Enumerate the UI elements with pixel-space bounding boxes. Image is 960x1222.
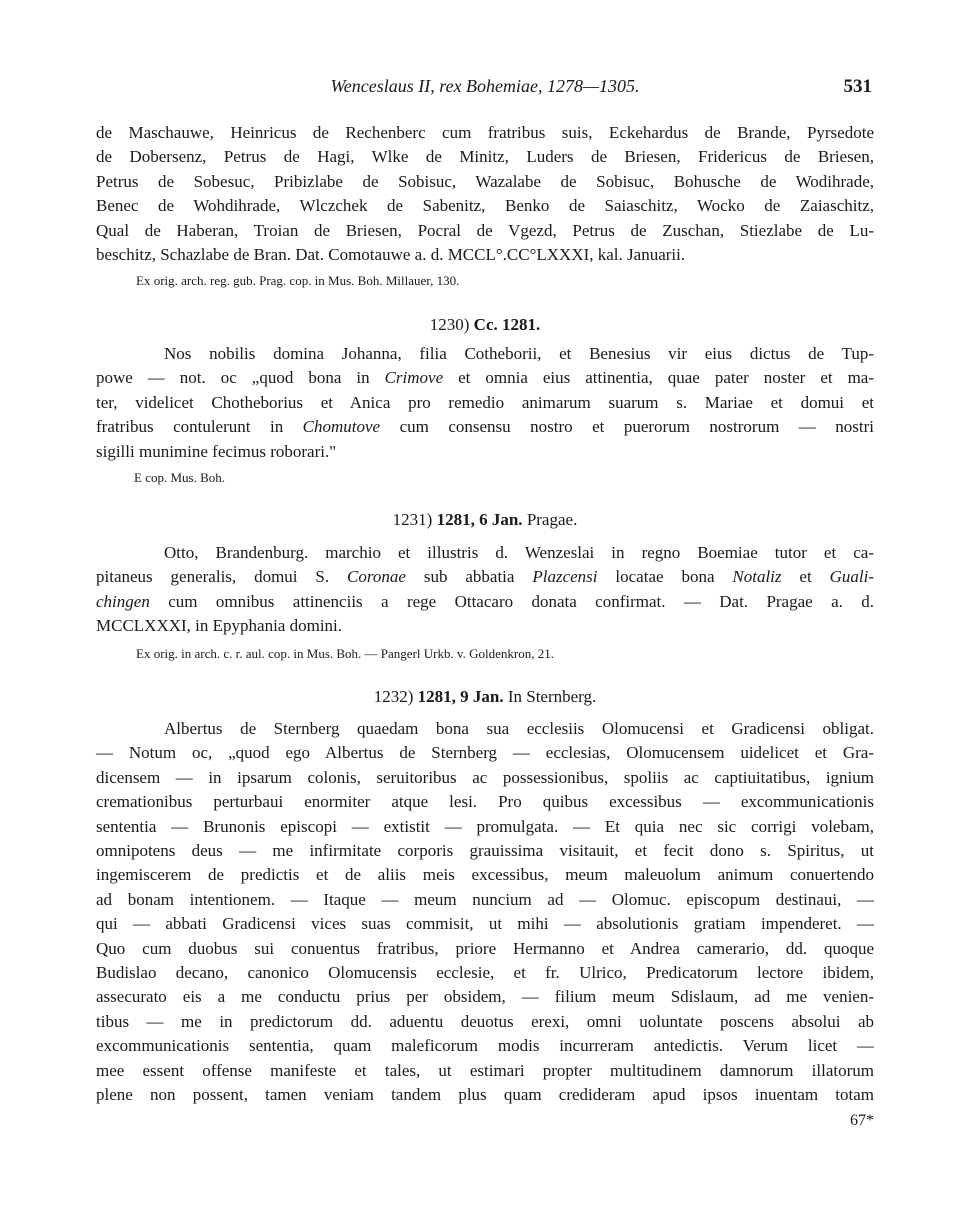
document-date: Cc. 1281. <box>473 315 541 334</box>
text-line: ad bonam intentionem. — Itaque — meum nuncium ad — Olomuc. episcopum destinaui, — <box>96 889 874 909</box>
document-number: 1231) <box>392 510 433 529</box>
text-line: chingen cum omnibus attinenciis a rege Ottacaro donata confirmat. — Dat. Pragae a. d. <box>96 591 874 611</box>
text-line: tibus — me in predictorum dd. aduentu deuotus erexi, omni uoluntate poscens absolui ab <box>96 1011 874 1031</box>
text-line: Albertus de Sternberg quaedam bona sua ecclesiis Olomucensi et Gradicensi obligat. <box>164 719 874 738</box>
text-line: Petrus de Sobesuc, Pribizlabe de Sobisuc, Wazalabe de Sobisuc, Bohusche de Wodihrade, <box>96 171 874 191</box>
document-place: In Sternberg. <box>507 687 597 706</box>
document-number: 1232) <box>373 687 414 706</box>
text-line: mee essent offense manifeste et tales, ut estimari propter multitudinem damnorum illatorum <box>96 1060 874 1080</box>
document-text-1231-last <box>96 614 874 638</box>
text-line: de Maschauwe, Heinricus de Rechenberc cum fratribus suis, Eckehardus de Brande, Pyrsedote <box>96 123 874 142</box>
text-line: ingemiscerem de predictis et de aliis meis excessibus, meum maleuolum animum conuertendo <box>96 865 874 885</box>
document-text-1230-last <box>96 440 874 464</box>
continuation-last-line <box>96 243 874 267</box>
page-header <box>96 76 874 106</box>
text-line: ter, videlicet Chotheborius et Anica pro remedio animarum suarum s. Mariae et domui et <box>96 392 874 412</box>
text-line: beschitz, Schazlabe de Bran. Dat. Comotauwe a. d. MCCL°.CC°LXXXI, kal. Januarii. <box>96 245 686 264</box>
document-place: Pragae. <box>526 510 578 529</box>
text-line: cremationibus perturbaui enormiter atque lesi. Pro quibus excessibus — excommunicationis <box>96 792 874 812</box>
document-text-1232 <box>96 717 874 1108</box>
document-heading-1232 <box>96 686 874 708</box>
text-line: Budislao decano, canonico Olomucensis ecclesie, et fr. Ulrico, Predicatorum lectore ibidem, <box>96 963 874 983</box>
continuation-paragraph <box>96 121 874 243</box>
signature-mark: 67* <box>850 1112 874 1129</box>
text-line: Quo cum duobus sui conuentus fratribus, priore Hermanno et Andrea camerario, dd. quoque <box>96 938 874 958</box>
text-line: fratribus contulerunt in Chomutove cum consensu nostro et puerorum nostrorum — nostri <box>96 417 874 437</box>
source-note: Ex orig. arch. reg. gub. Prag. cop. in Mus. Boh. Millauer, 130. <box>136 273 460 288</box>
text-line: Otto, Brandenburg. marchio et illustris d. Wenzeslai in regno Boemiae tutor et ca- <box>164 543 874 562</box>
running-title: Wenceslaus II, rex Bohemiae, 1278—1305. <box>330 76 640 96</box>
text-line: assecurato eis a me conductu prius per obsidem, — filium meum Sdislaum, ad me venien- <box>96 987 874 1007</box>
text-line: plene non possent, tamen veniam tandem plus quam credideram apud ipsos inuentam totam <box>96 1085 874 1105</box>
document-heading-1230 <box>96 314 874 336</box>
text-line: Qual de Haberan, Troian de Briesen, Pocral de Vgezd, Petrus de Zuschan, Stiezlabe de Lu- <box>96 220 874 240</box>
text-line: MCCLXXXI, in Epyphania domini. <box>96 616 343 635</box>
text-line: dicensem — in ipsarum colonis, seruitoribus ac possessionibus, spoliis ac captiuitatibus, ignium <box>96 767 874 787</box>
document-text-1230 <box>96 342 874 440</box>
text-line: de Dobersenz, Petrus de Hagi, Wlke de Minitz, Luders de Briesen, Fridericus de Briesen, <box>96 147 874 167</box>
text-line: omnipotens deus — me infirmitate corporis grauissima visitauit, et fecit dono s. Spiritus, ut <box>96 841 874 861</box>
source-note: Ex orig. in arch. c. r. aul. cop. in Mus. Boh. — Pangerl Urkb. v. Goldenkron, 21. <box>136 646 554 661</box>
text-line: powe — not. oc „quod bona in Crimove et omnia eius attinentia, quae pater noster et ma- <box>96 368 874 388</box>
text-line: pitaneus generalis, domui S. Coronae sub abbatia Plazcensi locatae bona Notaliz et Guali- <box>96 567 874 587</box>
text-line: — Notum oc, „quod ego Albertus de Sternberg — ecclesias, Olomucensem uidelicet et Gra- <box>96 743 874 763</box>
text-line: Benec de Wohdihrade, Wlczchek de Sabenitz, Benko de Saiaschitz, Wocko de Zaiaschitz, <box>96 196 874 216</box>
document-number: 1230) <box>429 315 470 334</box>
source-note: E cop. Mus. Boh. <box>134 470 225 485</box>
page-number: 531 <box>843 76 872 97</box>
document-date: 1281, 6 Jan. <box>436 510 523 529</box>
document-heading-1231 <box>96 509 874 531</box>
document-date: 1281, 9 Jan. <box>417 687 504 706</box>
document-text-1231 <box>96 541 874 614</box>
text-line: sententia — Brunonis episcopi — extistit — promulgata. — Et quia nec sic corrigi volebam, <box>96 816 874 836</box>
text-line: Nos nobilis domina Johanna, filia Cotheborii, et Benesius vir eius dictus de Tup- <box>164 344 874 363</box>
text-line: excommunicationis sententia, quam maleficorum modis incurreram antedictis. Verum licet — <box>96 1036 874 1056</box>
text-line: qui — abbati Gradicensi vices suas commisit, ut mihi — absolutionis gratiam impenderet. — <box>96 914 874 934</box>
text-line: sigilli munimine fecimus roborari." <box>96 442 337 461</box>
